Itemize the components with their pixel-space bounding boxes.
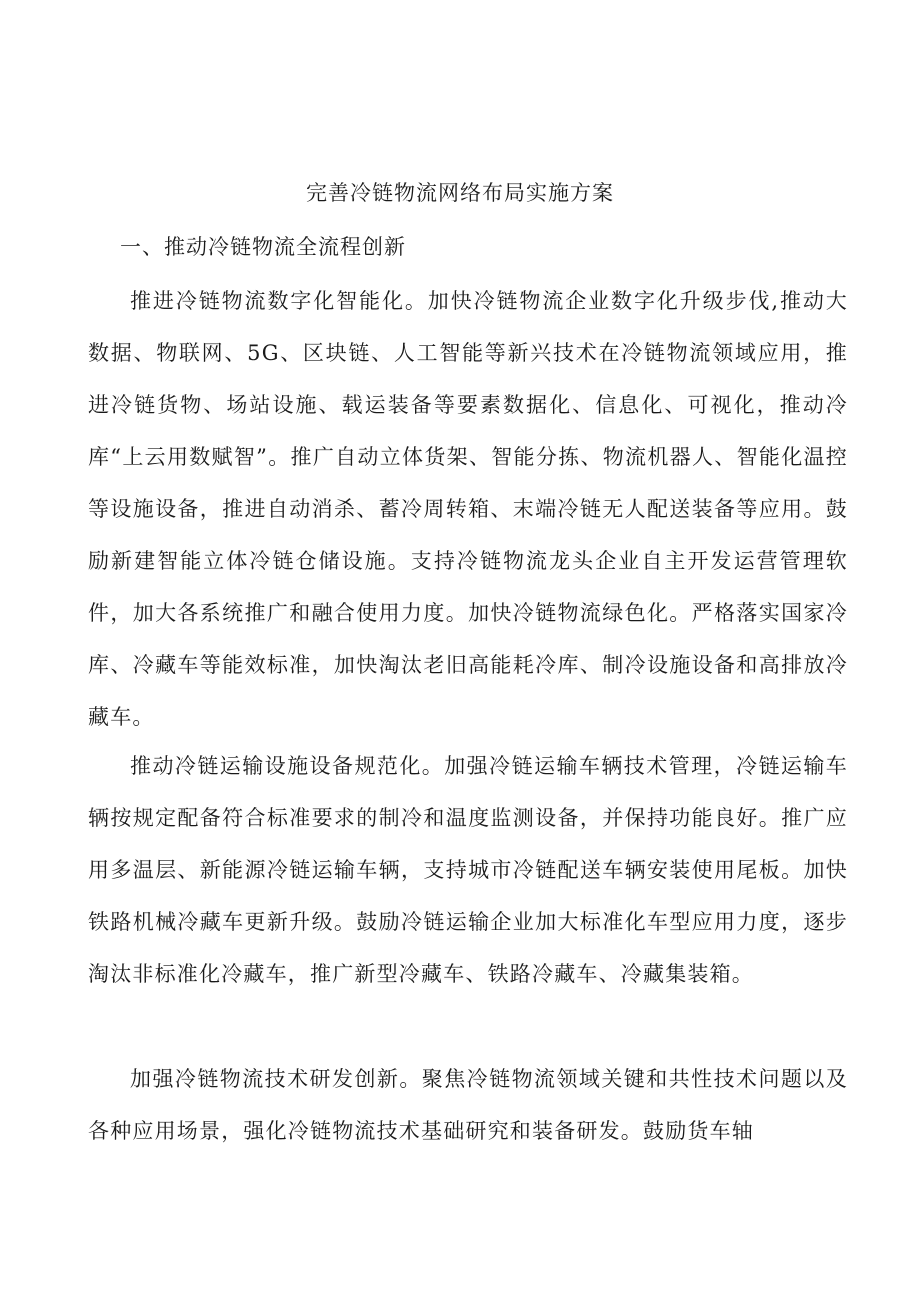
section-heading: 一、推动冷链物流全流程创新 bbox=[120, 235, 406, 259]
document-title: 完善冷链物流网络布局实施方案 bbox=[306, 181, 614, 205]
body-paragraph: 推进冷链物流数字化智能化。加快冷链物流企业数字化升级步伐,推动大数据、物联网、5G、区块链、人工智能等新兴技术在冷链物流领域应用，推进冷链货物、场站设施、载运装备等要素数据化、信息化、可视化，推动冷库“上云用数赋智”。推广自动立体货架、智能分拣、物流机器人、智能化温控等设施设备，推进自动消杀、蓄冷周转箱、末端冷链无人配送装备等应用。鼓励新建智能立体冷链仓储设施。支持冷链物流龙头企业自主开发运营管理软件，加大各系统推广和融合使用力度。加快冷链物流绿色化。严格落实国家冷库、冷藏车等能效标准，加快淘汰老旧高能耗冷库、制冷设施设备和高排放冷藏车。 bbox=[88, 289, 848, 729]
body-paragraph: 加强冷链物流技术研发创新。聚焦冷链物流领域关键和共性技术问题以及各种应用场景，强化冷链物流技术基础研究和装备研发。鼓励货车轴 bbox=[88, 1067, 848, 1143]
body-paragraph: 推动冷链运输设施设备规范化。加强冷链运输车辆技术管理，冷链运输车辆按规定配备符合标准要求的制冷和温度监测设备，并保持功能良好。推广应用多温层、新能源冷链运输车辆，支持城市冷链配送车辆安装使用尾板。加快铁路机械冷藏车更新升级。鼓励冷链运输企业加大标准化车型应用力度，逐步淘汰非标准化冷藏车，推广新型冷藏车、铁路冷藏车、冷藏集装箱。 bbox=[88, 754, 848, 986]
